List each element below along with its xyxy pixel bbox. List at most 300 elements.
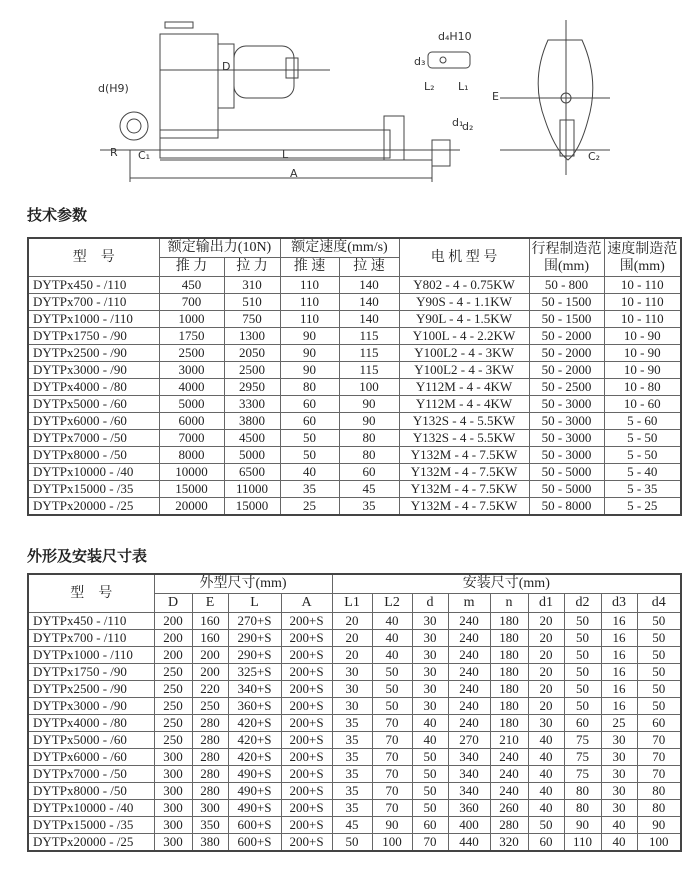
value-cell: 250 — [154, 715, 192, 732]
header-push-speed: 推 速 — [280, 258, 339, 277]
value-cell: 20 — [528, 630, 564, 647]
value-cell: 10000 — [159, 464, 224, 481]
side-view — [538, 40, 593, 160]
value-cell: 160 — [192, 613, 228, 630]
header-pull-force: 拉 力 — [224, 258, 280, 277]
push-rod-tube — [160, 130, 390, 158]
value-cell: 300 — [154, 800, 192, 817]
value-cell: 20 — [528, 664, 564, 681]
value-cell: 50 - 2500 — [529, 379, 604, 396]
header-col-d: D — [154, 594, 192, 613]
value-cell: 15000 — [224, 498, 280, 516]
motor-box — [286, 58, 298, 78]
value-cell: 440 — [448, 834, 490, 852]
value-cell: 200+S — [281, 800, 332, 817]
model-cell: DYTPx3000 - /90 — [28, 362, 159, 379]
value-cell: 250 — [192, 698, 228, 715]
model-cell: DYTPx6000 - /60 — [28, 413, 159, 430]
header-rated-force: 额定输出力(10N) — [159, 238, 280, 258]
value-cell: 100 — [339, 379, 399, 396]
table-row — [28, 783, 681, 800]
value-cell: 70 — [372, 732, 412, 749]
value-cell: 300 — [154, 817, 192, 834]
value-cell: 200+S — [281, 613, 332, 630]
value-cell: 600+S — [228, 817, 281, 834]
svg-text:A: A — [290, 167, 298, 180]
svg-text:L: L — [282, 148, 289, 161]
value-cell: 200+S — [281, 647, 332, 664]
value-cell: 2050 — [224, 345, 280, 362]
value-cell: Y802 - 4 - 0.75KW — [399, 277, 529, 294]
value-cell: 70 — [372, 766, 412, 783]
value-cell: 20 — [528, 647, 564, 664]
value-cell: 200+S — [281, 715, 332, 732]
top-flange — [165, 22, 193, 28]
value-cell: 60 — [637, 715, 681, 732]
dimensions-table — [27, 573, 682, 852]
motor-flange — [218, 44, 234, 108]
value-cell: 30 — [601, 732, 637, 749]
value-cell: 4500 — [224, 430, 280, 447]
value-cell: 8000 — [159, 447, 224, 464]
value-cell: 80 — [637, 800, 681, 817]
value-cell: 10 - 80 — [604, 379, 681, 396]
model-cell: DYTPx2500 - /90 — [28, 681, 154, 698]
specs-title: 技术参数 — [27, 206, 88, 224]
value-cell: 10 - 110 — [604, 311, 681, 328]
value-cell: 50 — [332, 834, 372, 852]
value-cell: 325+S — [228, 664, 281, 681]
value-cell: 7000 — [159, 430, 224, 447]
svg-text:d₄H10: d₄H10 — [438, 30, 472, 43]
value-cell: 240 — [448, 698, 490, 715]
value-cell: 200 — [154, 630, 192, 647]
motor — [234, 46, 294, 98]
value-cell: 250 — [154, 681, 192, 698]
value-cell: 50 - 8000 — [529, 498, 604, 516]
table-row — [28, 277, 681, 294]
value-cell: 30 — [412, 664, 448, 681]
header-outer-dimensions: 外型尺寸(mm) — [154, 574, 332, 594]
table-row — [28, 328, 681, 345]
model-cell: DYTPx450 - /110 — [28, 613, 154, 630]
svg-text:D: D — [222, 60, 231, 73]
value-cell: 16 — [601, 647, 637, 664]
value-cell: 75 — [564, 766, 601, 783]
value-cell: 10 - 90 — [604, 328, 681, 345]
value-cell: 350 — [192, 817, 228, 834]
value-cell: 5 - 35 — [604, 481, 681, 498]
header-col-d3: d3 — [601, 594, 637, 613]
model-cell: DYTPx8000 - /50 — [28, 447, 159, 464]
value-cell: 90 — [280, 362, 339, 379]
value-cell: 75 — [564, 749, 601, 766]
value-cell: 240 — [448, 613, 490, 630]
header-col-l1: L1 — [332, 594, 372, 613]
value-cell: 200 — [154, 647, 192, 664]
value-cell: 25 — [601, 715, 637, 732]
value-cell: 10 - 90 — [604, 345, 681, 362]
value-cell: Y112M - 4 - 4KW — [399, 379, 529, 396]
value-cell: 220 — [192, 681, 228, 698]
value-cell: 70 — [637, 766, 681, 783]
value-cell: 20 — [528, 613, 564, 630]
value-cell: 60 — [339, 464, 399, 481]
model-cell: DYTPx10000 - /40 — [28, 800, 154, 817]
value-cell: 5 - 50 — [604, 447, 681, 464]
table-row — [28, 647, 681, 664]
value-cell: 420+S — [228, 749, 281, 766]
value-cell: 320 — [490, 834, 528, 852]
value-cell: 180 — [490, 664, 528, 681]
value-cell: 100 — [637, 834, 681, 852]
header-stroke-range: 行程制造范围(mm) — [529, 238, 604, 277]
value-cell: 140 — [339, 294, 399, 311]
value-cell: 115 — [339, 362, 399, 379]
value-cell: 30 — [332, 681, 372, 698]
value-cell: 16 — [601, 681, 637, 698]
pin-detail — [428, 52, 470, 68]
value-cell: 16 — [601, 630, 637, 647]
value-cell: 180 — [490, 715, 528, 732]
value-cell: 490+S — [228, 783, 281, 800]
value-cell: 16 — [601, 613, 637, 630]
value-cell: 20000 — [159, 498, 224, 516]
value-cell: 240 — [490, 749, 528, 766]
value-cell: 20 — [528, 698, 564, 715]
value-cell: 30 — [412, 698, 448, 715]
value-cell: 5000 — [159, 396, 224, 413]
value-cell: Y132M - 4 - 7.5KW — [399, 498, 529, 516]
model-cell: DYTPx20000 - /25 — [28, 834, 154, 852]
value-cell: 280 — [192, 783, 228, 800]
model-cell: DYTPx1750 - /90 — [28, 328, 159, 345]
value-cell: 40 — [280, 464, 339, 481]
value-cell: 70 — [372, 715, 412, 732]
value-cell: 400 — [448, 817, 490, 834]
value-cell: 240 — [448, 647, 490, 664]
model-cell: DYTPx700 - /110 — [28, 630, 154, 647]
value-cell: 50 - 5000 — [529, 464, 604, 481]
value-cell: 60 — [564, 715, 601, 732]
value-cell: 40 — [412, 715, 448, 732]
value-cell: 50 — [637, 630, 681, 647]
svg-text:C₂: C₂ — [588, 150, 601, 163]
value-cell: 300 — [192, 800, 228, 817]
value-cell: 80 — [339, 430, 399, 447]
table-row — [28, 481, 681, 498]
value-cell: 20 — [332, 630, 372, 647]
value-cell: 40 — [372, 647, 412, 664]
value-cell: 300 — [154, 834, 192, 852]
value-cell: 60 — [412, 817, 448, 834]
value-cell: 40 — [412, 732, 448, 749]
table-row — [28, 698, 681, 715]
model-cell: DYTPx8000 - /50 — [28, 783, 154, 800]
dimensions-title: 外形及安装尺寸表 — [27, 547, 148, 565]
value-cell: 3800 — [224, 413, 280, 430]
value-cell: 50 — [372, 698, 412, 715]
value-cell: 240 — [448, 630, 490, 647]
table-row — [28, 447, 681, 464]
value-cell: 35 — [332, 732, 372, 749]
value-cell: 90 — [637, 817, 681, 834]
value-cell: 70 — [412, 834, 448, 852]
value-cell: 90 — [339, 396, 399, 413]
value-cell: 20 — [332, 647, 372, 664]
model-cell: DYTPx1750 - /90 — [28, 664, 154, 681]
value-cell: Y132M - 4 - 7.5KW — [399, 481, 529, 498]
value-cell: 16 — [601, 698, 637, 715]
value-cell: 50 - 3000 — [529, 447, 604, 464]
value-cell: 1000 — [159, 311, 224, 328]
model-cell: DYTPx15000 - /35 — [28, 817, 154, 834]
value-cell: 50 — [564, 630, 601, 647]
header-model: 型 号 — [28, 238, 159, 277]
value-cell: 200 — [192, 664, 228, 681]
value-cell: 35 — [280, 481, 339, 498]
value-cell: 75 — [564, 732, 601, 749]
value-cell: 80 — [339, 447, 399, 464]
model-cell: DYTPx1000 - /110 — [28, 647, 154, 664]
value-cell: 40 — [601, 817, 637, 834]
value-cell: Y90S - 4 - 1.1KW — [399, 294, 529, 311]
value-cell: 200+S — [281, 630, 332, 647]
value-cell: 260 — [490, 800, 528, 817]
table-row — [28, 498, 681, 516]
value-cell: 50 — [564, 681, 601, 698]
value-cell: Y132M - 4 - 7.5KW — [399, 464, 529, 481]
value-cell: 10 - 110 — [604, 277, 681, 294]
gearbox-housing — [160, 34, 218, 138]
value-cell: 50 - 1500 — [529, 294, 604, 311]
svg-text:d(H9): d(H9) — [98, 82, 129, 95]
value-cell: 30 — [332, 664, 372, 681]
rear-clevis — [120, 112, 148, 140]
table-row — [28, 413, 681, 430]
value-cell: 35 — [332, 749, 372, 766]
value-cell: 510 — [224, 294, 280, 311]
value-cell: 45 — [332, 817, 372, 834]
value-cell: 50 — [372, 681, 412, 698]
value-cell: 50 — [637, 681, 681, 698]
value-cell: 1750 — [159, 328, 224, 345]
table-row — [28, 311, 681, 328]
value-cell: 10 - 110 — [604, 294, 681, 311]
value-cell: 70 — [372, 783, 412, 800]
value-cell: 35 — [332, 766, 372, 783]
value-cell: 1300 — [224, 328, 280, 345]
value-cell: 80 — [637, 783, 681, 800]
value-cell: 40 — [528, 800, 564, 817]
value-cell: 11000 — [224, 481, 280, 498]
value-cell: 600+S — [228, 834, 281, 852]
value-cell: 180 — [490, 630, 528, 647]
model-cell: DYTPx450 - /110 — [28, 277, 159, 294]
value-cell: Y90L - 4 - 1.5KW — [399, 311, 529, 328]
value-cell: 50 — [564, 647, 601, 664]
value-cell: 490+S — [228, 766, 281, 783]
value-cell: 270 — [448, 732, 490, 749]
table-row — [28, 664, 681, 681]
header-col-d1: d1 — [528, 594, 564, 613]
value-cell: 380 — [192, 834, 228, 852]
value-cell: 180 — [490, 698, 528, 715]
value-cell: 700 — [159, 294, 224, 311]
value-cell: 50 — [564, 664, 601, 681]
value-cell: 35 — [339, 498, 399, 516]
value-cell: 280 — [192, 732, 228, 749]
value-cell: 5000 — [224, 447, 280, 464]
value-cell: 20 — [332, 613, 372, 630]
value-cell: 300 — [154, 766, 192, 783]
value-cell: 2500 — [224, 362, 280, 379]
model-cell: DYTPx4000 - /80 — [28, 379, 159, 396]
header-col-n: n — [490, 594, 528, 613]
value-cell: 40 — [528, 732, 564, 749]
svg-text:E: E — [492, 90, 499, 103]
header-col-a: A — [281, 594, 332, 613]
value-cell: 70 — [372, 800, 412, 817]
value-cell: 5 - 50 — [604, 430, 681, 447]
svg-text:d₁: d₁ — [452, 116, 464, 129]
table-row — [28, 396, 681, 413]
value-cell: 200+S — [281, 732, 332, 749]
value-cell: 50 — [280, 447, 339, 464]
value-cell: Y132S - 4 - 5.5KW — [399, 413, 529, 430]
value-cell: 30 — [601, 800, 637, 817]
value-cell: Y132S - 4 - 5.5KW — [399, 430, 529, 447]
value-cell: 25 — [280, 498, 339, 516]
value-cell: 30 — [412, 647, 448, 664]
value-cell: 140 — [339, 311, 399, 328]
value-cell: 200+S — [281, 766, 332, 783]
value-cell: 90 — [339, 413, 399, 430]
value-cell: 490+S — [228, 800, 281, 817]
header-speed-range: 速度制造范围(mm) — [604, 238, 681, 277]
value-cell: 200+S — [281, 783, 332, 800]
value-cell: 250 — [154, 698, 192, 715]
value-cell: 250 — [154, 732, 192, 749]
value-cell: 90 — [564, 817, 601, 834]
header-col-d: d — [412, 594, 448, 613]
value-cell: 50 — [564, 698, 601, 715]
value-cell: Y100L - 4 - 2.2KW — [399, 328, 529, 345]
value-cell: 310 — [224, 277, 280, 294]
value-cell: 30 — [601, 783, 637, 800]
value-cell: Y112M - 4 - 4KW — [399, 396, 529, 413]
value-cell: Y100L2 - 4 - 3KW — [399, 362, 529, 379]
value-cell: 50 — [637, 613, 681, 630]
value-cell: 240 — [448, 715, 490, 732]
value-cell: 240 — [490, 783, 528, 800]
value-cell: 35 — [332, 783, 372, 800]
value-cell: 340 — [448, 766, 490, 783]
model-cell: DYTPx5000 - /60 — [28, 396, 159, 413]
value-cell: 40 — [372, 613, 412, 630]
table-row — [28, 817, 681, 834]
value-cell: 50 - 1500 — [529, 311, 604, 328]
value-cell: 100 — [372, 834, 412, 852]
value-cell: 300 — [154, 749, 192, 766]
value-cell: 200+S — [281, 698, 332, 715]
technical-parameters-table — [27, 237, 682, 516]
table-row — [28, 715, 681, 732]
value-cell: 180 — [490, 681, 528, 698]
value-cell: 30 — [412, 681, 448, 698]
value-cell: 50 — [372, 664, 412, 681]
value-cell: 40 — [528, 749, 564, 766]
value-cell: 50 — [280, 430, 339, 447]
header-col-l: L — [228, 594, 281, 613]
value-cell: 200 — [192, 647, 228, 664]
value-cell: 10 - 90 — [604, 362, 681, 379]
value-cell: 5 - 40 — [604, 464, 681, 481]
table-row — [28, 345, 681, 362]
value-cell: 280 — [192, 749, 228, 766]
value-cell: 420+S — [228, 715, 281, 732]
table-row — [28, 681, 681, 698]
model-cell: DYTPx3000 - /90 — [28, 698, 154, 715]
model-cell: DYTPx5000 - /60 — [28, 732, 154, 749]
value-cell: 200+S — [281, 681, 332, 698]
model-cell: DYTPx7000 - /50 — [28, 766, 154, 783]
value-cell: 240 — [448, 681, 490, 698]
value-cell: 10 - 60 — [604, 396, 681, 413]
header-motor: 电 机 型 号 — [399, 238, 529, 277]
value-cell: 80 — [564, 800, 601, 817]
value-cell: 360+S — [228, 698, 281, 715]
table-row — [28, 732, 681, 749]
value-cell: 50 - 3000 — [529, 413, 604, 430]
value-cell: 280 — [192, 766, 228, 783]
header-col-d4: d4 — [637, 594, 681, 613]
rod-end — [384, 116, 404, 160]
svg-text:d₃: d₃ — [414, 55, 426, 68]
value-cell: 50 - 2000 — [529, 362, 604, 379]
table-row — [28, 613, 681, 630]
value-cell: 50 — [564, 613, 601, 630]
svg-text:C₁: C₁ — [138, 149, 151, 162]
value-cell: 110 — [280, 294, 339, 311]
table-row — [28, 630, 681, 647]
value-cell: 140 — [339, 277, 399, 294]
value-cell: 5 - 25 — [604, 498, 681, 516]
value-cell: 30 — [601, 766, 637, 783]
value-cell: 290+S — [228, 630, 281, 647]
value-cell: 200+S — [281, 749, 332, 766]
value-cell: 80 — [564, 783, 601, 800]
value-cell: 250 — [154, 664, 192, 681]
value-cell: 50 — [412, 800, 448, 817]
value-cell: 3300 — [224, 396, 280, 413]
model-cell: DYTPx10000 - /40 — [28, 464, 159, 481]
value-cell: 50 — [637, 664, 681, 681]
value-cell: 90 — [280, 345, 339, 362]
value-cell: 200 — [154, 613, 192, 630]
value-cell: 180 — [490, 647, 528, 664]
value-cell: 50 - 800 — [529, 277, 604, 294]
value-cell: 70 — [637, 749, 681, 766]
value-cell: 15000 — [159, 481, 224, 498]
value-cell: 50 — [637, 647, 681, 664]
value-cell: 30 — [332, 698, 372, 715]
value-cell: 290+S — [228, 647, 281, 664]
value-cell: Y100L2 - 4 - 3KW — [399, 345, 529, 362]
value-cell: 70 — [637, 732, 681, 749]
value-cell: 110 — [564, 834, 601, 852]
table-row — [28, 464, 681, 481]
